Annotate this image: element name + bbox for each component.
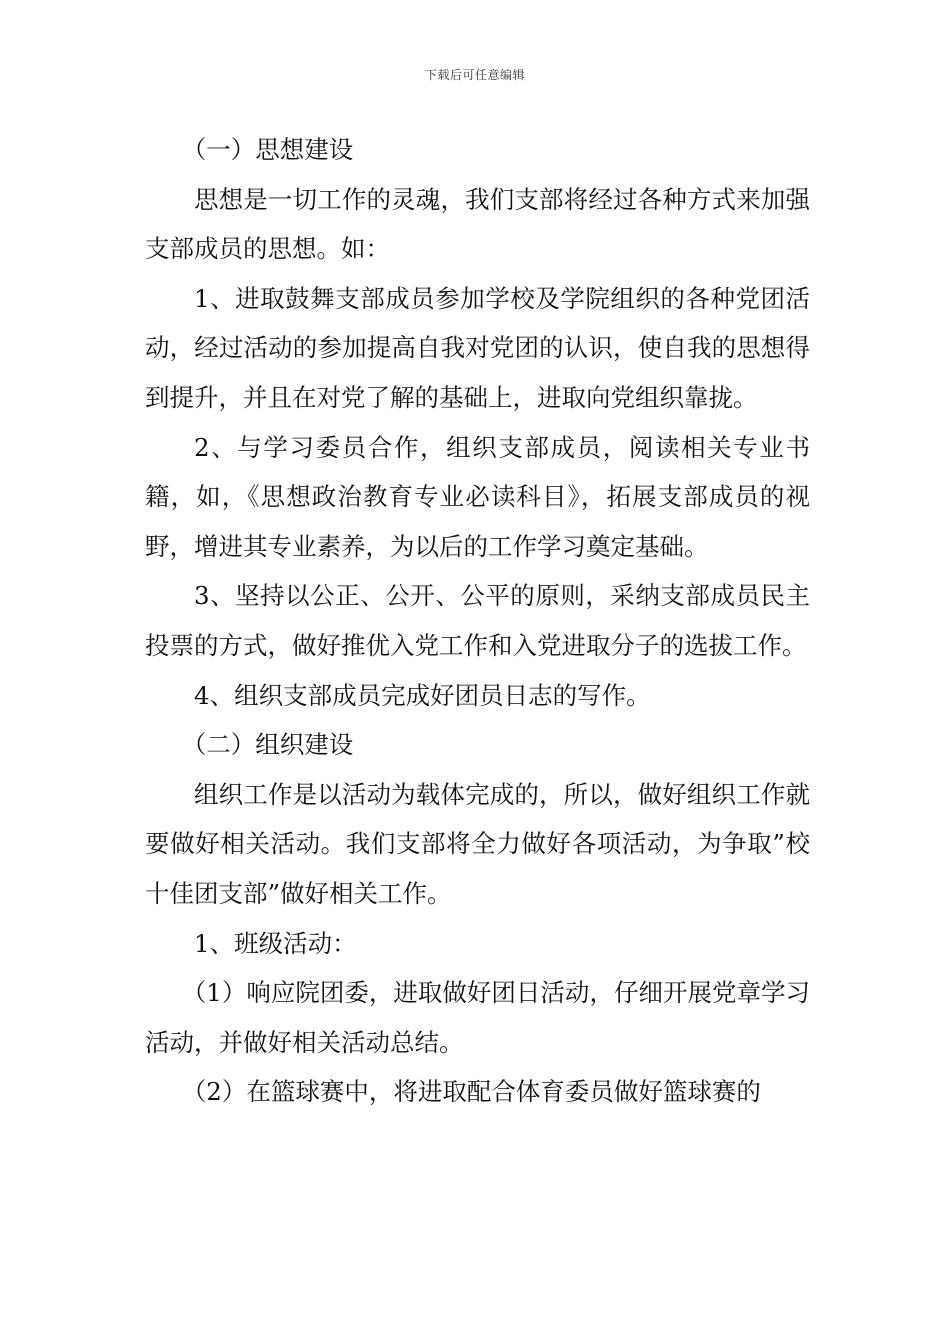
paragraph-class-activities: 1、班级活动： [194,928,357,958]
paragraph-ideology-intro: 思想是一切工作的灵魂，我们支部将经过各种方式来加强支部成员的思想。如： [145,184,810,264]
document-body [145,125,810,1117]
paragraph-item-4: 4、组织支部成员完成好团员日志的写作。 [194,680,651,710]
page-header: 下载后可任意编辑 [424,68,525,82]
paragraph-item-3: 3、坚持以公正、公开、公平的原则，采纳支部成员民主投票的方式，做好推优入党工作和入党进取分子的选拔工作。 [145,581,810,660]
paragraph-organization-intro: 组织工作是以活动为载体完成的，所以，做好组织工作就要做好相关活动。我们支部将全力做好各项活动，为争取”校十佳团支部”做好相关工作。 [145,779,810,908]
paragraph-subitem-1: （1）响应院团委，进取做好团日活动，仔细开展党章学习活动，并做好相关活动总结。 [145,978,810,1057]
paragraph-subitem-2: （2）在篮球赛中，将进取配合体育委员做好篮球赛的 [181,1077,761,1107]
paragraph-item-1: 1、进取鼓舞支部成员参加学校及学院组织的各种党团活动，经过活动的参加提高自我对党团的认识，使自我的思想得到提升，并且在对党了解的基础上，进取向党组织靠拢。 [145,283,810,412]
section-heading-ideology: （一）思想建设 [181,135,354,164]
paragraph-item-2: 2、与学习委员合作，组织支部成员，阅读相关专业书籍，如，《思想政治教育专业必读科目》，拓展支部成员的视野，增进其专业素养，为以后的工作学习奠定基础。 [145,432,810,561]
section-heading-organization: （二）组织建设 [181,730,354,760]
